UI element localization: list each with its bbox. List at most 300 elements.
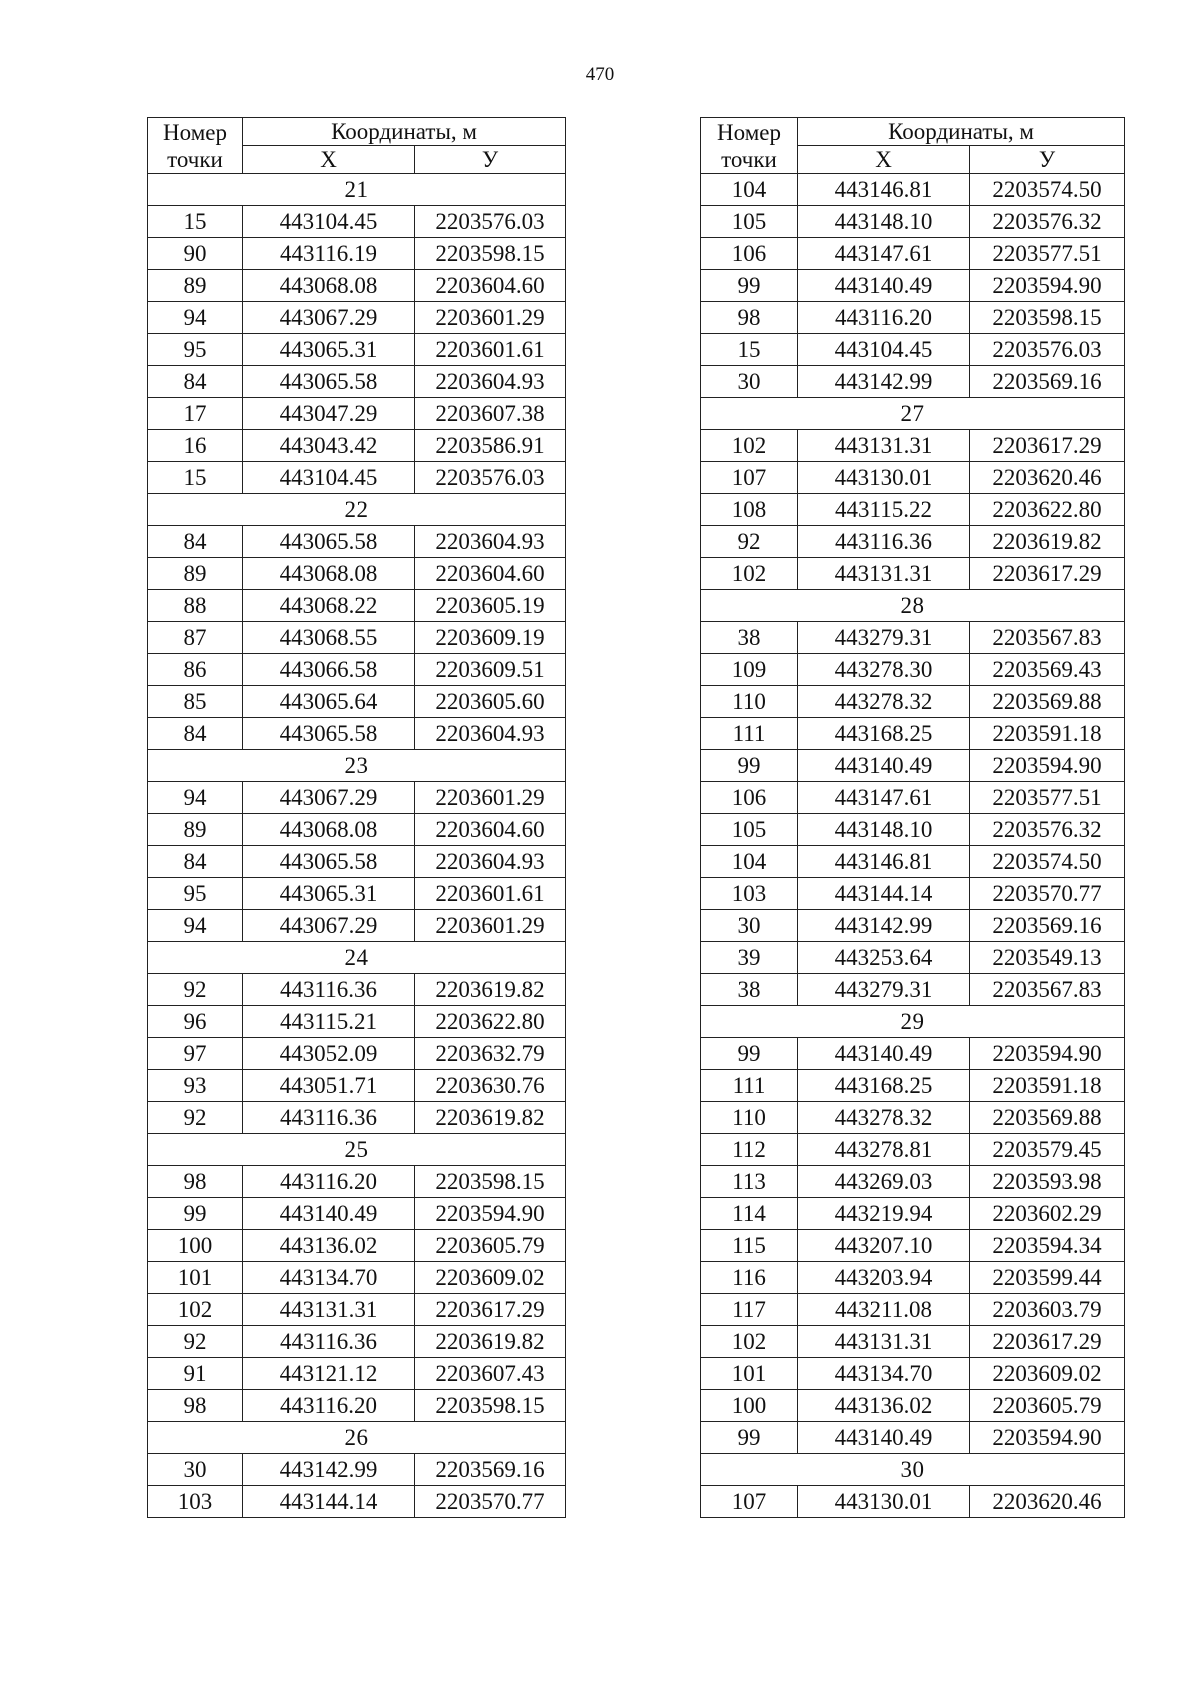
y-coordinate-cell: 2203609.19	[415, 622, 566, 654]
y-coordinate-cell: 2203609.51	[415, 654, 566, 686]
group-number: 29	[701, 1006, 1125, 1038]
x-coordinate-cell: 443140.49	[243, 1198, 415, 1230]
table-row	[701, 1262, 1125, 1294]
x-coordinate-cell: 443051.71	[243, 1070, 415, 1102]
point-number-cell: 95	[148, 878, 243, 910]
point-number-cell: 100	[701, 1390, 798, 1422]
point-number-cell: 99	[701, 1038, 798, 1070]
y-coordinate-cell: 2203574.50	[970, 174, 1125, 206]
y-coordinate-cell: 2203569.88	[970, 1102, 1125, 1134]
y-coordinate-cell: 2203619.82	[415, 1102, 566, 1134]
x-coordinate-cell: 443121.12	[243, 1358, 415, 1390]
x-coordinate-cell: 443052.09	[243, 1038, 415, 1070]
point-number-cell: 112	[701, 1134, 798, 1166]
coordinates-table-left	[147, 117, 566, 1518]
table-row	[148, 270, 566, 302]
x-coordinate-cell: 443269.03	[798, 1166, 970, 1198]
table-header	[701, 118, 1125, 174]
point-number-cell: 94	[148, 910, 243, 942]
y-coordinate-cell: 2203594.90	[970, 270, 1125, 302]
y-coordinate-cell: 2203576.32	[970, 206, 1125, 238]
table-row	[701, 334, 1125, 366]
point-number-cell: 109	[701, 654, 798, 686]
point-number-cell: 30	[701, 910, 798, 942]
x-coordinate-cell: 443104.45	[243, 462, 415, 494]
y-coordinate-cell: 2203630.76	[415, 1070, 566, 1102]
point-label-line1: Номер	[163, 119, 227, 145]
table-row	[148, 206, 566, 238]
point-number-cell: 86	[148, 654, 243, 686]
x-coordinate-cell: 443168.25	[798, 1070, 970, 1102]
point-number-cell: 84	[148, 718, 243, 750]
x-coordinate-cell: 443207.10	[798, 1230, 970, 1262]
point-number-cell: 92	[148, 1326, 243, 1358]
table-row	[148, 1486, 566, 1518]
y-coordinate-cell: 2203569.16	[415, 1454, 566, 1486]
x-coordinate-cell: 443067.29	[243, 782, 415, 814]
y-coordinate-cell: 2203567.83	[970, 622, 1125, 654]
table-row	[701, 1422, 1125, 1454]
point-number-cell: 99	[701, 750, 798, 782]
point-number-cell: 107	[701, 462, 798, 494]
table-row	[148, 622, 566, 654]
table-row	[701, 1134, 1125, 1166]
table-row	[701, 1038, 1125, 1070]
table-row	[701, 1230, 1125, 1262]
point-number-cell: 90	[148, 238, 243, 270]
x-coordinate-cell: 443219.94	[798, 1198, 970, 1230]
group-row	[148, 174, 566, 206]
table-row	[701, 1166, 1125, 1198]
group-row	[148, 942, 566, 974]
point-number-cell: 92	[701, 526, 798, 558]
table-row	[701, 814, 1125, 846]
point-number-cell: 38	[701, 622, 798, 654]
group-row	[148, 1134, 566, 1166]
x-coordinate-cell: 443065.31	[243, 334, 415, 366]
y-coordinate-cell: 2203604.93	[415, 846, 566, 878]
y-coordinate-cell: 2203598.15	[415, 1390, 566, 1422]
coordinates-header: Координаты, м	[243, 118, 566, 146]
y-coordinate-cell: 2203577.51	[970, 782, 1125, 814]
table-row	[701, 782, 1125, 814]
x-coordinate-cell: 443146.81	[798, 174, 970, 206]
y-coordinate-cell: 2203569.16	[970, 366, 1125, 398]
point-number-cell: 98	[148, 1166, 243, 1198]
y-coordinate-cell: 2203594.34	[970, 1230, 1125, 1262]
point-number-cell: 105	[701, 206, 798, 238]
y-coordinate-cell: 2203574.50	[970, 846, 1125, 878]
table-row	[148, 526, 566, 558]
point-number-cell: 98	[148, 1390, 243, 1422]
point-number-cell: 104	[701, 174, 798, 206]
x-coordinate-cell: 443253.64	[798, 942, 970, 974]
group-row	[701, 1006, 1125, 1038]
group-row	[148, 1422, 566, 1454]
y-coordinate-cell: 2203598.15	[415, 238, 566, 270]
x-coordinate-cell: 443278.30	[798, 654, 970, 686]
x-coordinate-cell: 443130.01	[798, 1486, 970, 1518]
x-coordinate-cell: 443065.58	[243, 846, 415, 878]
table-row	[148, 1326, 566, 1358]
group-number: 28	[701, 590, 1125, 622]
y-coordinate-cell: 2203605.19	[415, 590, 566, 622]
x-coordinate-cell: 443147.61	[798, 782, 970, 814]
table-row	[148, 814, 566, 846]
table-row	[701, 1326, 1125, 1358]
x-coordinate-cell: 443116.19	[243, 238, 415, 270]
table-row	[148, 782, 566, 814]
point-number-cell: 87	[148, 622, 243, 654]
y-coordinate-cell: 2203577.51	[970, 238, 1125, 270]
x-coordinate-cell: 443116.20	[243, 1390, 415, 1422]
x-coordinate-cell: 443130.01	[798, 462, 970, 494]
table-row	[148, 974, 566, 1006]
point-label-line2: точки	[167, 146, 223, 172]
table-row	[701, 1390, 1125, 1422]
table-row	[148, 1166, 566, 1198]
point-number-cell: 110	[701, 1102, 798, 1134]
y-header: У	[415, 146, 566, 174]
point-number-cell: 84	[148, 526, 243, 558]
x-coordinate-cell: 443065.58	[243, 366, 415, 398]
y-coordinate-cell: 2203594.90	[970, 1038, 1125, 1070]
table-row	[701, 526, 1125, 558]
group-row	[148, 494, 566, 526]
x-coordinate-cell: 443065.58	[243, 526, 415, 558]
point-number-cell: 94	[148, 302, 243, 334]
table-row	[701, 494, 1125, 526]
y-coordinate-cell: 2203620.46	[970, 1486, 1125, 1518]
y-coordinate-cell: 2203570.77	[970, 878, 1125, 910]
y-coordinate-cell: 2203622.80	[415, 1006, 566, 1038]
y-coordinate-cell: 2203604.60	[415, 814, 566, 846]
table-row	[148, 654, 566, 686]
point-number-cell: 111	[701, 718, 798, 750]
group-row	[148, 750, 566, 782]
x-header: Х	[798, 146, 970, 174]
table-row	[148, 238, 566, 270]
x-coordinate-cell: 443116.36	[243, 1102, 415, 1134]
point-number-cell: 93	[148, 1070, 243, 1102]
table-row	[701, 1486, 1125, 1518]
x-coordinate-cell: 443140.49	[798, 1422, 970, 1454]
x-coordinate-cell: 443142.99	[798, 910, 970, 942]
table-row	[701, 1102, 1125, 1134]
table-row	[148, 686, 566, 718]
point-number-cell: 91	[148, 1358, 243, 1390]
y-coordinate-cell: 2203601.29	[415, 782, 566, 814]
point-number-cell: 92	[148, 974, 243, 1006]
y-coordinate-cell: 2203594.90	[970, 750, 1125, 782]
y-coordinate-cell: 2203576.03	[415, 462, 566, 494]
table-row	[148, 718, 566, 750]
point-number-cell: 88	[148, 590, 243, 622]
table-row	[148, 430, 566, 462]
table-row	[701, 462, 1125, 494]
table-row	[701, 366, 1125, 398]
point-number-cell: 89	[148, 814, 243, 846]
y-coordinate-cell: 2203617.29	[415, 1294, 566, 1326]
table-row	[701, 558, 1125, 590]
point-number-cell: 111	[701, 1070, 798, 1102]
y-coordinate-cell: 2203607.43	[415, 1358, 566, 1390]
y-coordinate-cell: 2203594.90	[970, 1422, 1125, 1454]
point-number-cell: 103	[148, 1486, 243, 1518]
y-coordinate-cell: 2203586.91	[415, 430, 566, 462]
point-number-header	[701, 118, 798, 174]
table-body	[148, 174, 566, 1518]
y-coordinate-cell: 2203604.60	[415, 558, 566, 590]
group-row	[701, 590, 1125, 622]
point-number-cell: 102	[701, 430, 798, 462]
table-row	[148, 398, 566, 430]
y-coordinate-cell: 2203617.29	[970, 558, 1125, 590]
point-number-cell: 30	[148, 1454, 243, 1486]
x-coordinate-cell: 443168.25	[798, 718, 970, 750]
point-number-cell: 102	[148, 1294, 243, 1326]
group-number: 23	[148, 750, 566, 782]
x-coordinate-cell: 443067.29	[243, 302, 415, 334]
point-number-cell: 116	[701, 1262, 798, 1294]
point-number-cell: 38	[701, 974, 798, 1006]
x-coordinate-cell: 443068.08	[243, 558, 415, 590]
table-row	[148, 1262, 566, 1294]
table-row	[148, 846, 566, 878]
table-row	[701, 750, 1125, 782]
table-row	[701, 718, 1125, 750]
point-number-cell: 97	[148, 1038, 243, 1070]
x-coordinate-cell: 443043.42	[243, 430, 415, 462]
point-number-cell: 89	[148, 270, 243, 302]
x-coordinate-cell: 443148.10	[798, 814, 970, 846]
point-number-cell: 110	[701, 686, 798, 718]
y-coordinate-cell: 2203605.79	[415, 1230, 566, 1262]
x-coordinate-cell: 443142.99	[798, 366, 970, 398]
x-coordinate-cell: 443203.94	[798, 1262, 970, 1294]
group-row	[701, 1454, 1125, 1486]
y-coordinate-cell: 2203591.18	[970, 718, 1125, 750]
table-row	[148, 1358, 566, 1390]
table-row	[701, 846, 1125, 878]
x-coordinate-cell: 443279.31	[798, 622, 970, 654]
y-coordinate-cell: 2203602.29	[970, 1198, 1125, 1230]
y-coordinate-cell: 2203601.29	[415, 910, 566, 942]
table-row	[701, 1358, 1125, 1390]
point-number-cell: 16	[148, 430, 243, 462]
table-row	[148, 1230, 566, 1262]
point-number-header	[148, 118, 243, 174]
point-number-cell: 17	[148, 398, 243, 430]
table-row	[701, 1198, 1125, 1230]
x-coordinate-cell: 443104.45	[798, 334, 970, 366]
y-coordinate-cell: 2203576.03	[970, 334, 1125, 366]
table-row	[701, 1294, 1125, 1326]
y-coordinate-cell: 2203617.29	[970, 430, 1125, 462]
y-coordinate-cell: 2203598.15	[970, 302, 1125, 334]
group-number: 22	[148, 494, 566, 526]
table-body	[701, 174, 1125, 1518]
x-coordinate-cell: 443136.02	[243, 1230, 415, 1262]
point-number-cell: 115	[701, 1230, 798, 1262]
y-coordinate-cell: 2203599.44	[970, 1262, 1125, 1294]
table-row	[148, 878, 566, 910]
x-coordinate-cell: 443068.22	[243, 590, 415, 622]
table-row	[148, 1454, 566, 1486]
point-number-cell: 92	[148, 1102, 243, 1134]
table-row	[701, 206, 1125, 238]
y-coordinate-cell: 2203594.90	[415, 1198, 566, 1230]
x-coordinate-cell: 443068.08	[243, 270, 415, 302]
x-coordinate-cell: 443146.81	[798, 846, 970, 878]
y-coordinate-cell: 2203607.38	[415, 398, 566, 430]
group-number: 26	[148, 1422, 566, 1454]
table-row	[148, 334, 566, 366]
table-row	[701, 654, 1125, 686]
x-coordinate-cell: 443136.02	[798, 1390, 970, 1422]
x-coordinate-cell: 443116.36	[243, 974, 415, 1006]
y-coordinate-cell: 2203603.79	[970, 1294, 1125, 1326]
table-row	[148, 590, 566, 622]
point-number-cell: 103	[701, 878, 798, 910]
x-coordinate-cell: 443140.49	[798, 750, 970, 782]
x-coordinate-cell: 443065.31	[243, 878, 415, 910]
x-coordinate-cell: 443140.49	[798, 1038, 970, 1070]
point-number-cell: 85	[148, 686, 243, 718]
x-coordinate-cell: 443131.31	[798, 558, 970, 590]
x-coordinate-cell: 443144.14	[798, 878, 970, 910]
table-row	[148, 1198, 566, 1230]
x-coordinate-cell: 443068.55	[243, 622, 415, 654]
x-header: Х	[243, 146, 415, 174]
x-coordinate-cell: 443047.29	[243, 398, 415, 430]
point-number-cell: 105	[701, 814, 798, 846]
table-row	[701, 974, 1125, 1006]
y-coordinate-cell: 2203609.02	[415, 1262, 566, 1294]
y-coordinate-cell: 2203604.93	[415, 526, 566, 558]
point-number-cell: 15	[701, 334, 798, 366]
point-number-cell: 102	[701, 1326, 798, 1358]
x-coordinate-cell: 443278.81	[798, 1134, 970, 1166]
table-row	[148, 558, 566, 590]
x-coordinate-cell: 443142.99	[243, 1454, 415, 1486]
x-coordinate-cell: 443116.20	[798, 302, 970, 334]
point-number-cell: 15	[148, 206, 243, 238]
table-row	[148, 1006, 566, 1038]
coordinates-table-right	[700, 117, 1125, 1518]
x-coordinate-cell: 443278.32	[798, 1102, 970, 1134]
x-coordinate-cell: 443065.64	[243, 686, 415, 718]
point-number-cell: 84	[148, 366, 243, 398]
point-label-line1: Номер	[717, 119, 781, 145]
x-coordinate-cell: 443148.10	[798, 206, 970, 238]
point-number-cell: 99	[701, 1422, 798, 1454]
point-number-cell: 101	[148, 1262, 243, 1294]
table-row	[701, 1070, 1125, 1102]
y-coordinate-cell: 2203619.82	[415, 974, 566, 1006]
point-number-cell: 95	[148, 334, 243, 366]
table-row	[148, 1390, 566, 1422]
point-number-cell: 100	[148, 1230, 243, 1262]
table-row	[701, 910, 1125, 942]
y-coordinate-cell: 2203576.03	[415, 206, 566, 238]
table-row	[701, 942, 1125, 974]
y-coordinate-cell: 2203605.60	[415, 686, 566, 718]
table-row	[148, 366, 566, 398]
point-label-line2: точки	[721, 146, 777, 172]
table-row	[148, 1038, 566, 1070]
point-number-cell: 89	[148, 558, 243, 590]
y-coordinate-cell: 2203570.77	[415, 1486, 566, 1518]
x-coordinate-cell: 443065.58	[243, 718, 415, 750]
table-row	[701, 270, 1125, 302]
y-coordinate-cell: 2203632.79	[415, 1038, 566, 1070]
y-coordinate-cell: 2203601.29	[415, 302, 566, 334]
point-number-cell: 117	[701, 1294, 798, 1326]
point-number-cell: 99	[148, 1198, 243, 1230]
y-coordinate-cell: 2203609.02	[970, 1358, 1125, 1390]
group-number: 21	[148, 174, 566, 206]
point-number-cell: 102	[701, 558, 798, 590]
y-header: У	[970, 146, 1125, 174]
y-coordinate-cell: 2203549.13	[970, 942, 1125, 974]
point-number-cell: 15	[148, 462, 243, 494]
x-coordinate-cell: 443115.21	[243, 1006, 415, 1038]
x-coordinate-cell: 443134.70	[798, 1358, 970, 1390]
table-row	[701, 238, 1125, 270]
x-coordinate-cell: 443278.32	[798, 686, 970, 718]
table-row	[148, 302, 566, 334]
y-coordinate-cell: 2203622.80	[970, 494, 1125, 526]
table-row	[701, 302, 1125, 334]
table-row	[148, 1070, 566, 1102]
point-number-cell: 99	[701, 270, 798, 302]
point-number-cell: 106	[701, 782, 798, 814]
y-coordinate-cell: 2203591.18	[970, 1070, 1125, 1102]
point-number-cell: 104	[701, 846, 798, 878]
table-row	[148, 1294, 566, 1326]
y-coordinate-cell: 2203567.83	[970, 974, 1125, 1006]
table-row	[701, 622, 1125, 654]
x-coordinate-cell: 443104.45	[243, 206, 415, 238]
table-row	[701, 878, 1125, 910]
x-coordinate-cell: 443131.31	[798, 430, 970, 462]
page-number: 470	[585, 64, 615, 85]
x-coordinate-cell: 443115.22	[798, 494, 970, 526]
y-coordinate-cell: 2203605.79	[970, 1390, 1125, 1422]
point-number-cell: 113	[701, 1166, 798, 1198]
group-number: 27	[701, 398, 1125, 430]
point-number-cell: 98	[701, 302, 798, 334]
y-coordinate-cell: 2203619.82	[970, 526, 1125, 558]
x-coordinate-cell: 443147.61	[798, 238, 970, 270]
x-coordinate-cell: 443144.14	[243, 1486, 415, 1518]
y-coordinate-cell: 2203601.61	[415, 878, 566, 910]
point-number-cell: 94	[148, 782, 243, 814]
coordinates-header: Координаты, м	[798, 118, 1125, 146]
y-coordinate-cell: 2203569.88	[970, 686, 1125, 718]
table-row	[148, 1102, 566, 1134]
y-coordinate-cell: 2203601.61	[415, 334, 566, 366]
x-coordinate-cell: 443131.31	[798, 1326, 970, 1358]
y-coordinate-cell: 2203604.93	[415, 718, 566, 750]
x-coordinate-cell: 443116.36	[798, 526, 970, 558]
y-coordinate-cell: 2203576.32	[970, 814, 1125, 846]
point-number-cell: 84	[148, 846, 243, 878]
y-coordinate-cell: 2203593.98	[970, 1166, 1125, 1198]
group-number: 30	[701, 1454, 1125, 1486]
x-coordinate-cell: 443067.29	[243, 910, 415, 942]
